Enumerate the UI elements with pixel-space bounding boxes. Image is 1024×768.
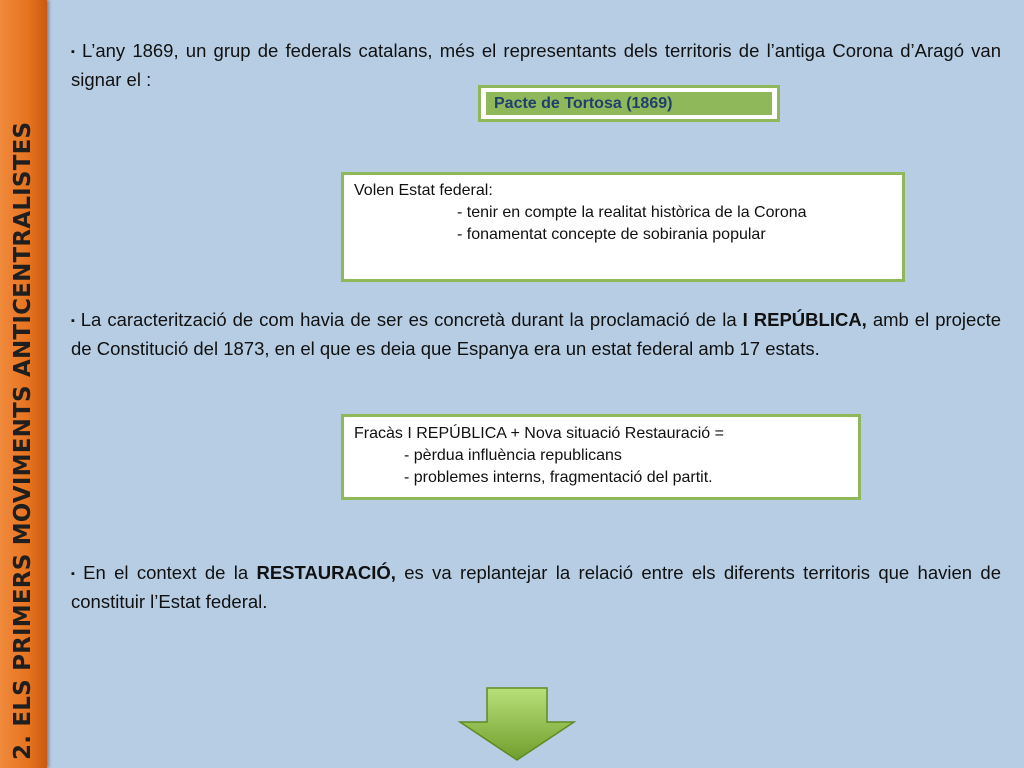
slide-title: 2. ELS PRIMERS MOVIMENTS ANTICENTRALISTES	[10, 121, 36, 760]
fracas-line-2: - problemes interns, fragmentació del partit.	[404, 469, 713, 486]
bullet-2-bold: I REPÚBLICA,	[742, 309, 867, 330]
fracas-box	[341, 414, 861, 500]
bullet-3-text-a: En el context de la	[83, 562, 257, 583]
bullet-marker: ▪	[71, 568, 79, 580]
federal-line-2: - fonamentat concepte de sobirania popular	[457, 226, 766, 243]
bullet-paragraph-2	[71, 306, 1001, 362]
pacte-box	[478, 85, 780, 122]
federal-heading: Volen Estat federal:	[354, 182, 493, 199]
federal-box	[341, 172, 905, 282]
pacte-label: Pacte de Tortosa (1869)	[486, 92, 772, 115]
bullet-1-text: L’any 1869, un grup de federals catalans, més el representants dels territoris de l’antiga Corona d’Aragó van signar el :	[71, 40, 1001, 90]
bullet-3-text-b: es va replantejar la relació entre els diferents territoris que havien de constituir l’Estat federal.	[71, 562, 1001, 612]
federal-line-1: - tenir en compte la realitat històrica de la Corona	[457, 204, 807, 221]
sidebar	[0, 0, 47, 768]
fracas-line-1: - pèrdua influència republicans	[404, 447, 622, 464]
bullet-marker: ▪	[71, 315, 76, 327]
bullet-3-bold: RESTAURACIÓ,	[256, 562, 396, 583]
bullet-paragraph-3	[71, 559, 1001, 615]
bullet-2-text-a: La caracterització de com havia de ser es concretà durant la proclamació de la	[80, 309, 743, 330]
down-arrow-icon[interactable]	[457, 686, 577, 762]
fracas-heading: Fracàs I REPÚBLICA + Nova situació Restauració =	[354, 425, 724, 442]
bullet-2-text-b: amb el projecte de Constitució del 1873, en el que es deia que Espanya era un estat federal amb 17 estats.	[71, 309, 1002, 359]
bullet-marker: ▪	[71, 46, 77, 58]
